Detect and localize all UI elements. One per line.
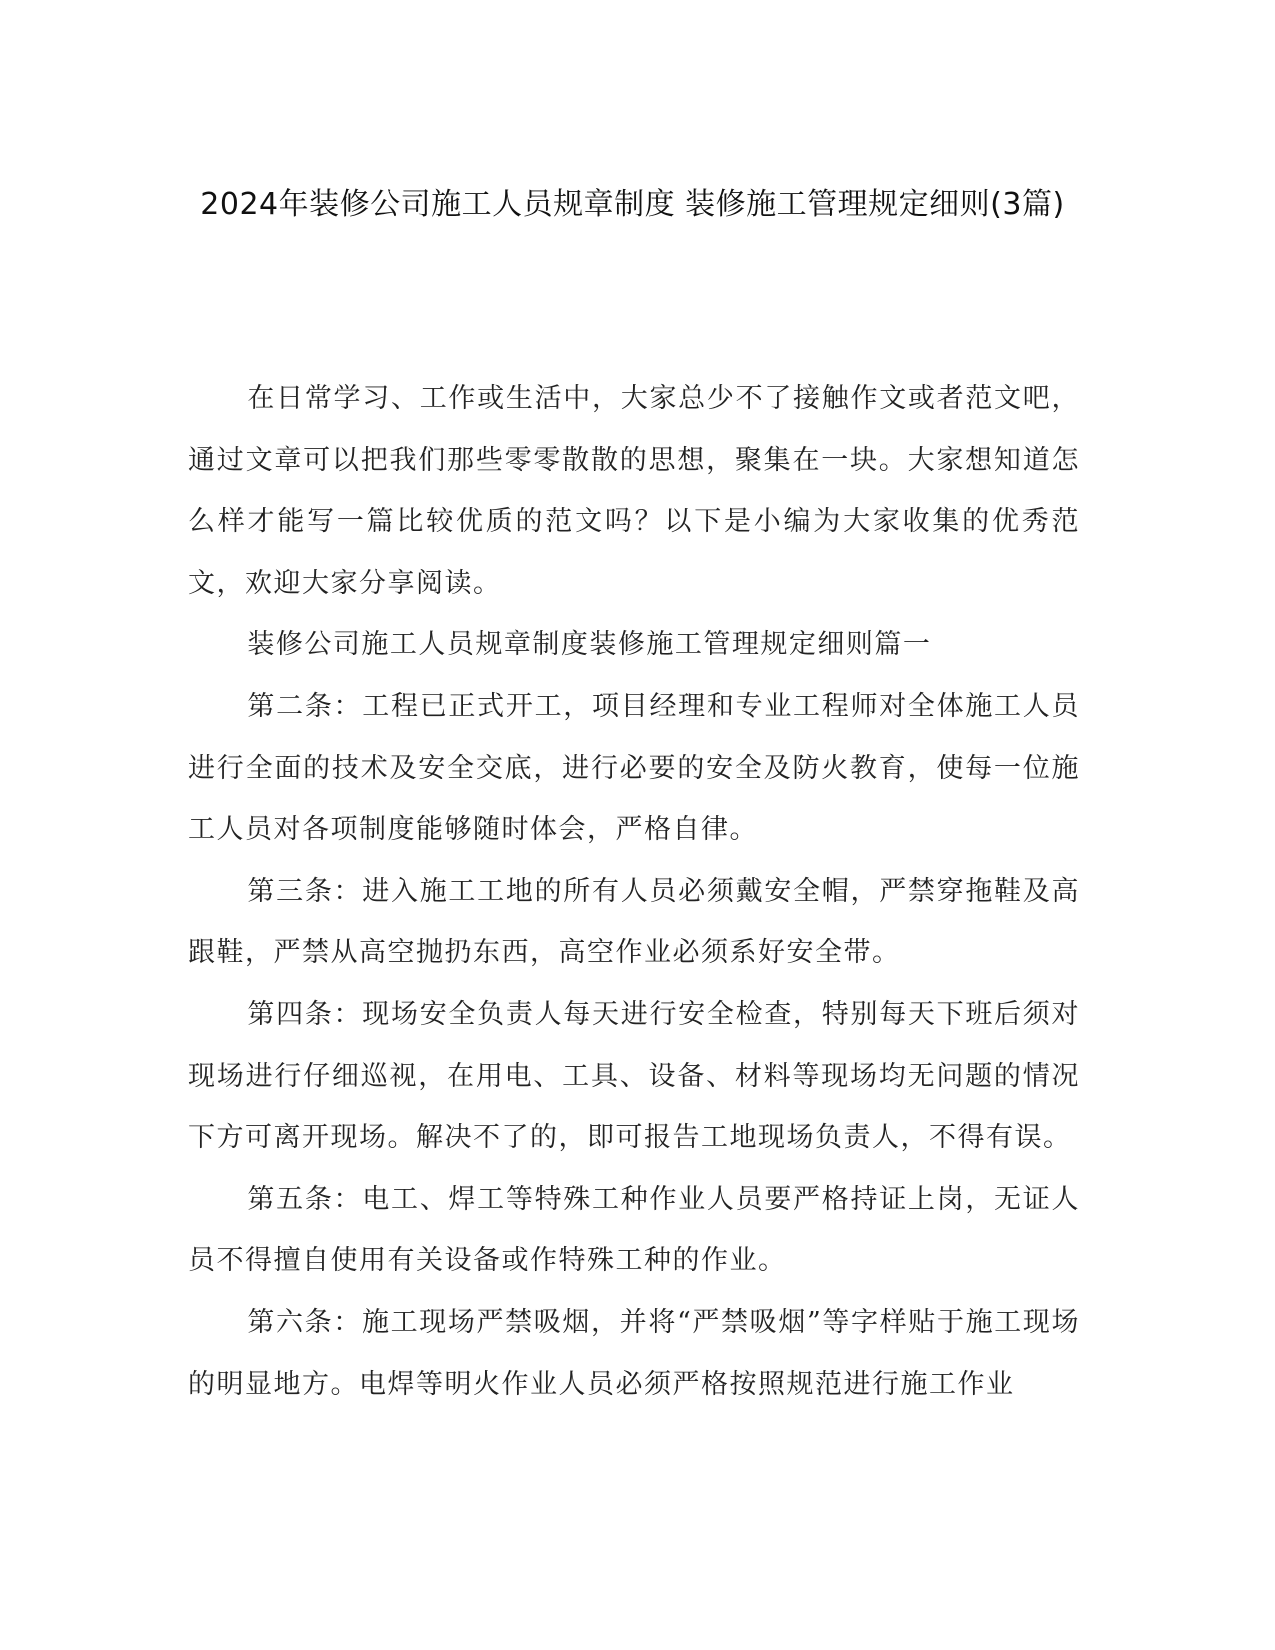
section-heading: 装修公司施工人员规章制度装修施工管理规定细则篇一 [247, 629, 932, 661]
document-title: 2024年装修公司施工人员规章制度 装修施工管理规定细则(3篇) [200, 187, 1065, 222]
article-3-paragraph: 第三条：进入施工工地的所有人员必须戴安全帽，严禁穿拖鞋及高跟鞋，严禁从高空抛扔东西，高空作业必须系好安全带。 [188, 875, 1080, 969]
article-2-paragraph: 第二条：工程已正式开工，项目经理和专业工程师对全体施工人员进行全面的技术及安全交底，进行必要的安全及防火教育，使每一位施工人员对各项制度能够随时体会，严格自律。 [188, 690, 1080, 846]
article-6-paragraph: 第六条：施工现场严禁吸烟，并将“严禁吸烟”等字样贴于施工现场的明显地方。电焊等明火作业人员必须严格按照规范进行施工作业 [188, 1306, 1080, 1400]
document-body [188, 368, 1080, 1415]
article-5-paragraph: 第五条：电工、焊工等特殊工种作业人员要严格持证上岗，无证人员不得擅自使用有关设备或作特殊工种的作业。 [188, 1183, 1080, 1277]
intro-paragraph: 在日常学习、工作或生活中，大家总少不了接触作文或者范文吧，通过文章可以把我们那些零零散散的思想，聚集在一块。大家想知道怎么样才能写一篇比较优质的范文吗？以下是小编为大家收集的优秀范文，欢迎大家分享阅读。 [188, 383, 1080, 599]
article-4-paragraph: 第四条：现场安全负责人每天进行安全检查，特别每天下班后须对现场进行仔细巡视，在用电、工具、设备、材料等现场均无问题的情况下方可离开现场。解决不了的，即可报告工地现场负责人，不得有误。 [188, 998, 1080, 1154]
